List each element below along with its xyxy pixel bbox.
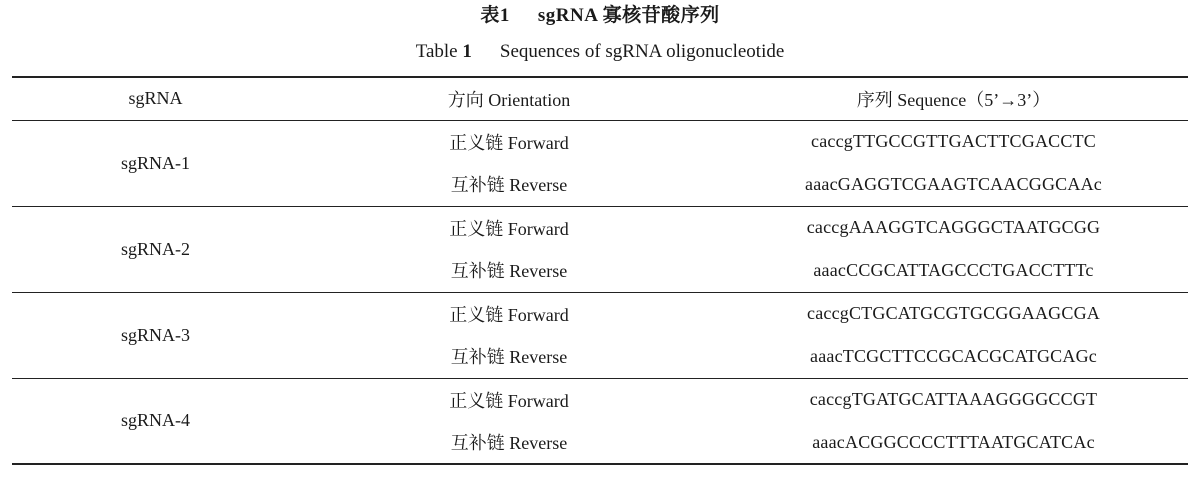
- table-row: [12, 292, 1188, 335]
- orientation-cell: 正义链 Forward: [449, 304, 569, 325]
- sequence-cell: aaacTCGCTTCCGCACGCATGCAGc: [719, 335, 1188, 378]
- table-row: [12, 206, 1188, 249]
- title-en-label: Table: [415, 41, 458, 62]
- title-number: 1: [499, 5, 510, 26]
- sgrna-sequence-table: [12, 76, 1188, 465]
- sequence-cell: aaacACGGCCCCTTTAATGCATCAc: [719, 421, 1188, 464]
- header-sequence: 序列 Sequence（5’→3’）: [719, 77, 1188, 120]
- sequence-cell: aaacCCGCATTAGCCCTGACCTTTc: [719, 249, 1188, 292]
- table-row: [12, 120, 1188, 163]
- table-header-row: [12, 77, 1188, 120]
- header-orientation: 方向 Orientation: [299, 77, 719, 120]
- orientation-cell: 互补链 Reverse: [299, 421, 719, 464]
- orientation-cell: 正义链 Forward: [449, 132, 569, 153]
- table-row: [12, 378, 1188, 421]
- title-cn-name: sgRNA 寡核苷酸序列: [537, 5, 720, 26]
- orientation-cell: 正义链 Forward: [449, 218, 569, 239]
- sgrna-name-cell: sgRNA-3: [12, 292, 299, 378]
- sgrna-name-cell: sgRNA-1: [12, 120, 299, 206]
- sgrna-name-cell: sgRNA-4: [12, 378, 299, 464]
- orientation-cell: 互补链 Reverse: [299, 249, 719, 292]
- orientation-cell: 互补链 Reverse: [299, 163, 719, 206]
- orientation-cell: 互补链 Reverse: [299, 335, 719, 378]
- sequence-cell: caccgAAAGGTCAGGGCTAATGCGG: [806, 217, 1101, 238]
- title-en-name: Sequences of sgRNA oligonucleotide: [499, 41, 785, 62]
- sequence-cell: caccgTGATGCATTAAAGGGGCCGT: [809, 389, 1098, 410]
- title-cn-label: 表: [480, 5, 500, 26]
- orientation-cell: 正义链 Forward: [449, 390, 569, 411]
- sequence-cell: aaacGAGGTCGAAGTCAACGGCAAc: [719, 163, 1188, 206]
- sequence-cell: caccgTTGCCGTTGACTTCGACCTC: [811, 131, 1096, 152]
- title-en-number: 1: [462, 41, 472, 62]
- table-title-english: [0, 40, 1200, 64]
- sgrna-name-cell: sgRNA-2: [12, 206, 299, 292]
- header-sgrna: sgRNA: [12, 77, 299, 120]
- sequence-cell: caccgCTGCATGCGTGCGGAAGCGA: [807, 303, 1100, 324]
- table-title-chinese: [0, 4, 1200, 28]
